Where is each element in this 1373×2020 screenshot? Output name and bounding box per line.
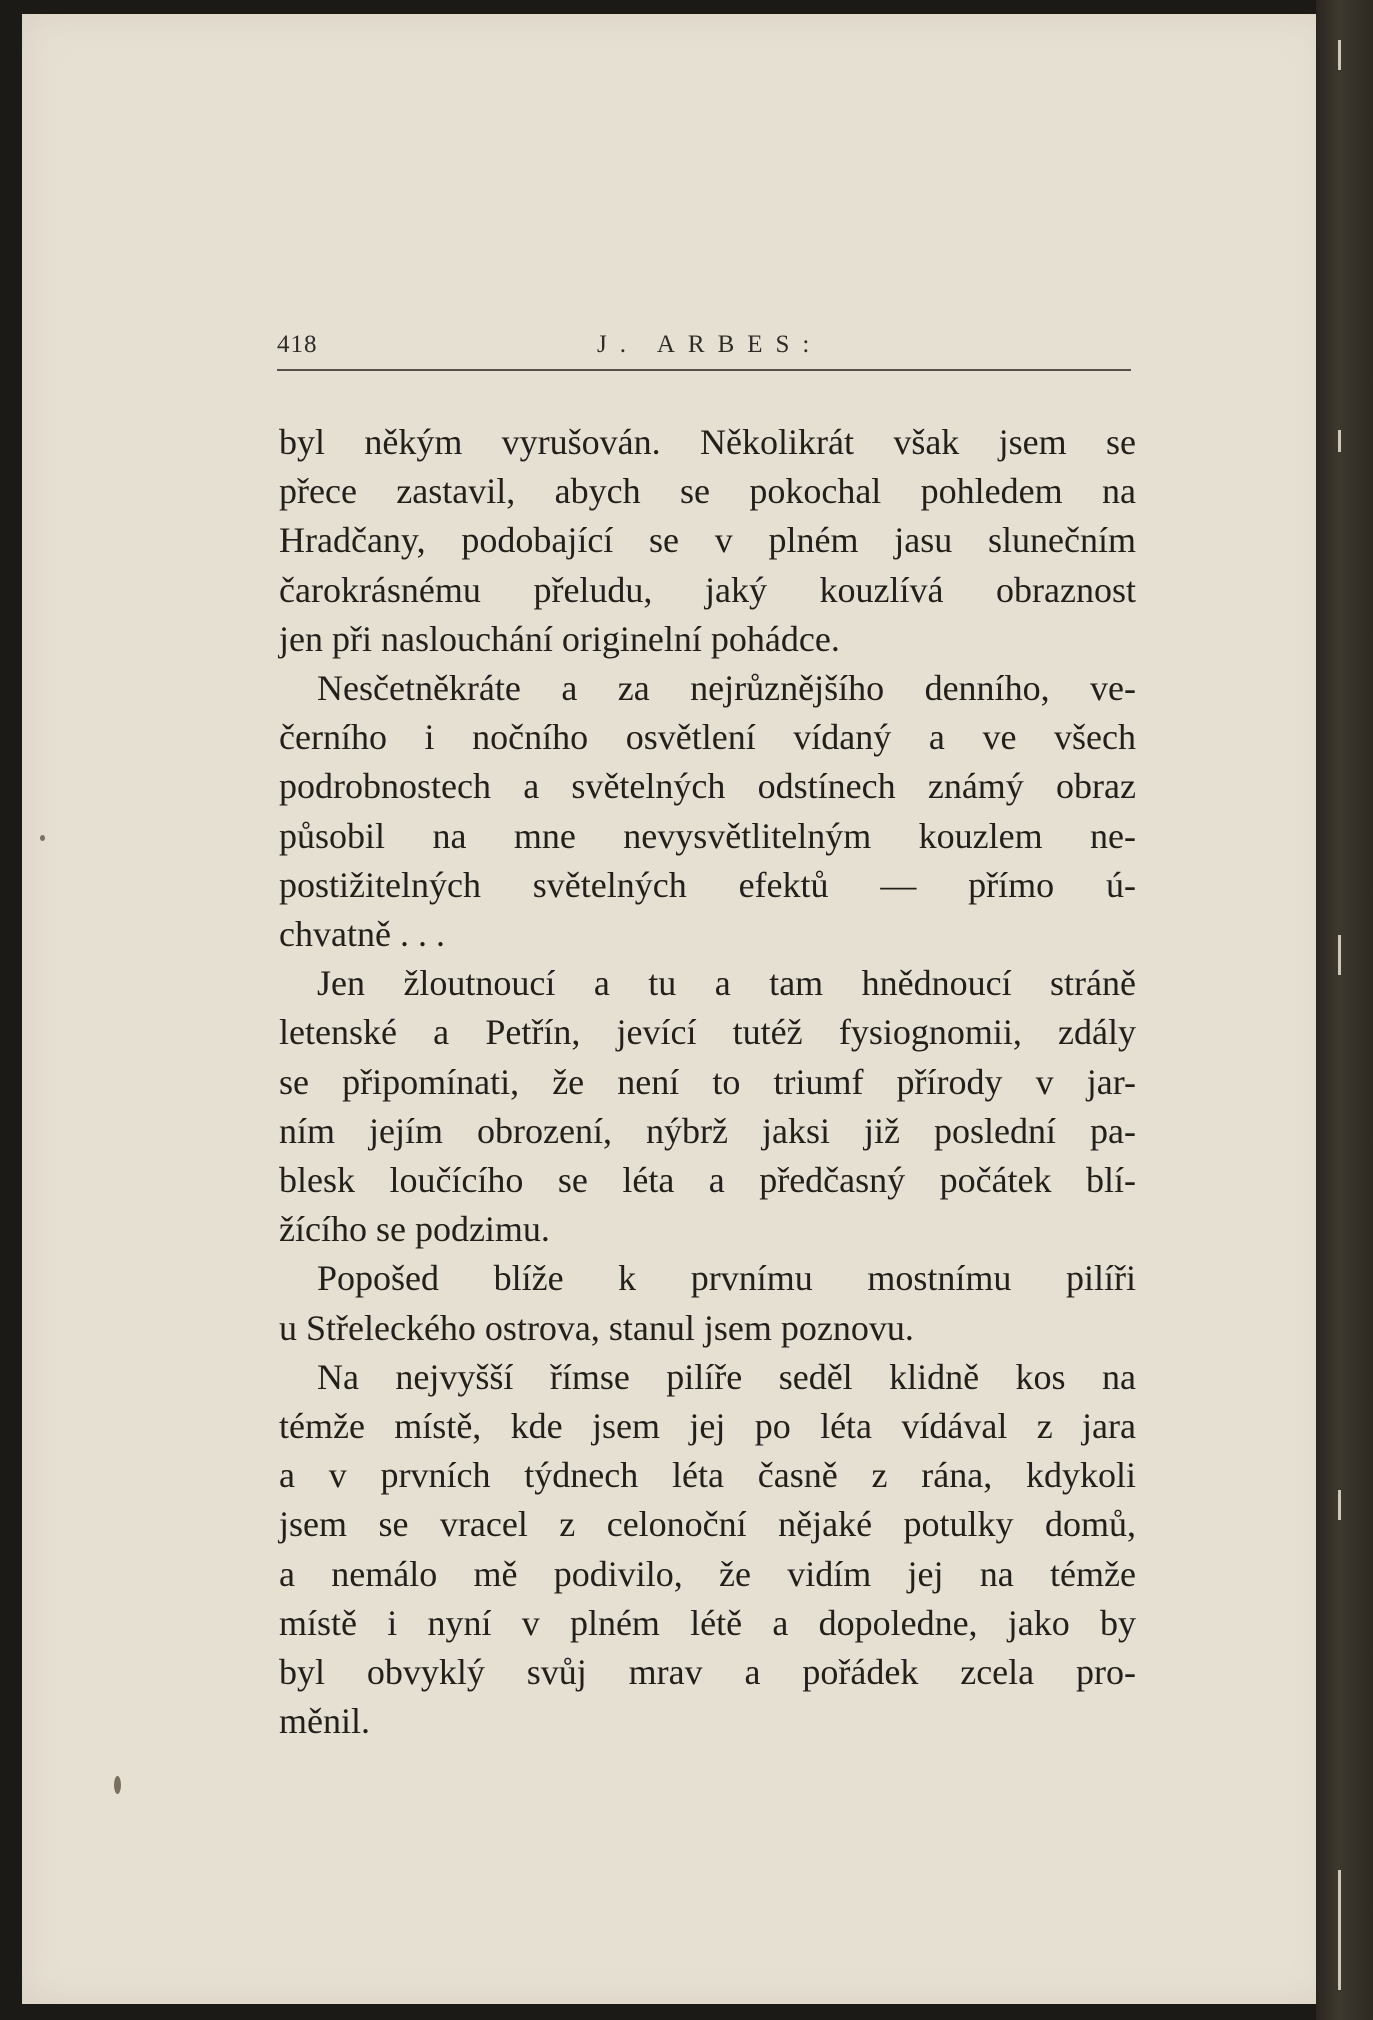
text-line: u Střeleckého ostrova, stanul jsem poznovu. bbox=[279, 1307, 914, 1348]
paragraph bbox=[279, 1254, 1136, 1352]
spine-mark bbox=[1338, 935, 1341, 975]
body-text bbox=[279, 418, 1136, 1746]
text-line: podrobnostech a světelných odstínech známý obraz bbox=[279, 766, 1136, 807]
text-line: Jen žloutnoucí a tu a tam hnědnoucí stráně bbox=[317, 963, 1136, 1004]
book-spine bbox=[1316, 0, 1373, 2020]
running-head: J. ARBES: bbox=[597, 331, 823, 358]
paragraph bbox=[279, 664, 1136, 959]
text-line: přece zastavil, abych se pokochal pohledem na bbox=[279, 471, 1136, 512]
text-line: měnil. bbox=[279, 1701, 370, 1742]
paragraph bbox=[279, 418, 1136, 664]
spine-mark bbox=[1338, 40, 1341, 70]
text-line: Popošed blíže k prvnímu mostnímu pilíři bbox=[317, 1258, 1136, 1299]
page-speck bbox=[114, 1776, 121, 1794]
spine-mark bbox=[1338, 1870, 1341, 1990]
text-line: ním jejím obrození, nýbrž jaksi již poslední pa- bbox=[279, 1110, 1136, 1151]
text-line: byl někým vyrušován. Několikrát však jsem se bbox=[279, 422, 1136, 462]
text-line: jen při naslouchání originelní pohádce. bbox=[279, 618, 840, 659]
spine-mark bbox=[1338, 1490, 1341, 1520]
text-line: témže místě, kde jsem jej po léta vídával z jara bbox=[279, 1406, 1136, 1447]
text-line: Hradčany, podobající se v plném jasu slunečním bbox=[279, 520, 1136, 561]
text-line: černího i nočního osvětlení vídaný a ve všech bbox=[279, 717, 1136, 758]
text-line: postižitelných světelných efektů — přímo ú- bbox=[279, 864, 1136, 905]
text-line: chvatně . . . bbox=[279, 914, 445, 955]
text-line: Nesčetněkráte a za nejrůznějšího denního, ve- bbox=[317, 668, 1136, 709]
text-line: místě i nyní v plném létě a dopoledne, jako by bbox=[279, 1602, 1136, 1643]
text-line: se připomínati, že není to triumf přírody v jar- bbox=[279, 1061, 1136, 1102]
page-speck bbox=[40, 835, 45, 841]
text-line: byl obvyklý svůj mrav a pořádek zcela pro- bbox=[279, 1652, 1136, 1693]
paragraph bbox=[279, 959, 1136, 1254]
paragraph bbox=[279, 1353, 1136, 1747]
text-line: a nemálo mě podivilo, že vidím jej na témže bbox=[279, 1553, 1136, 1594]
text-line: jsem se vracel z celonoční nějaké potulky domů, bbox=[279, 1504, 1136, 1545]
text-line: žícího se podzimu. bbox=[279, 1209, 550, 1250]
text-line: blesk loučícího se léta a předčasný počátek blí- bbox=[279, 1160, 1136, 1201]
text-line: čarokrásnému přeludu, jaký kouzlívá obraznost bbox=[279, 569, 1136, 610]
text-line: letenské a Petřín, jevící tutéž fysiognomii, zdály bbox=[279, 1012, 1136, 1053]
spine-mark bbox=[1338, 430, 1341, 452]
text-line: Na nejvyšší římse pilíře seděl klidně kos na bbox=[317, 1356, 1136, 1397]
text-line: působil na mne nevysvětlitelným kouzlem ne- bbox=[279, 815, 1136, 856]
text-line: a v prvních týdnech léta časně z rána, kdykoli bbox=[279, 1455, 1136, 1496]
page-header bbox=[277, 325, 1131, 371]
page-number: 418 bbox=[277, 331, 318, 358]
